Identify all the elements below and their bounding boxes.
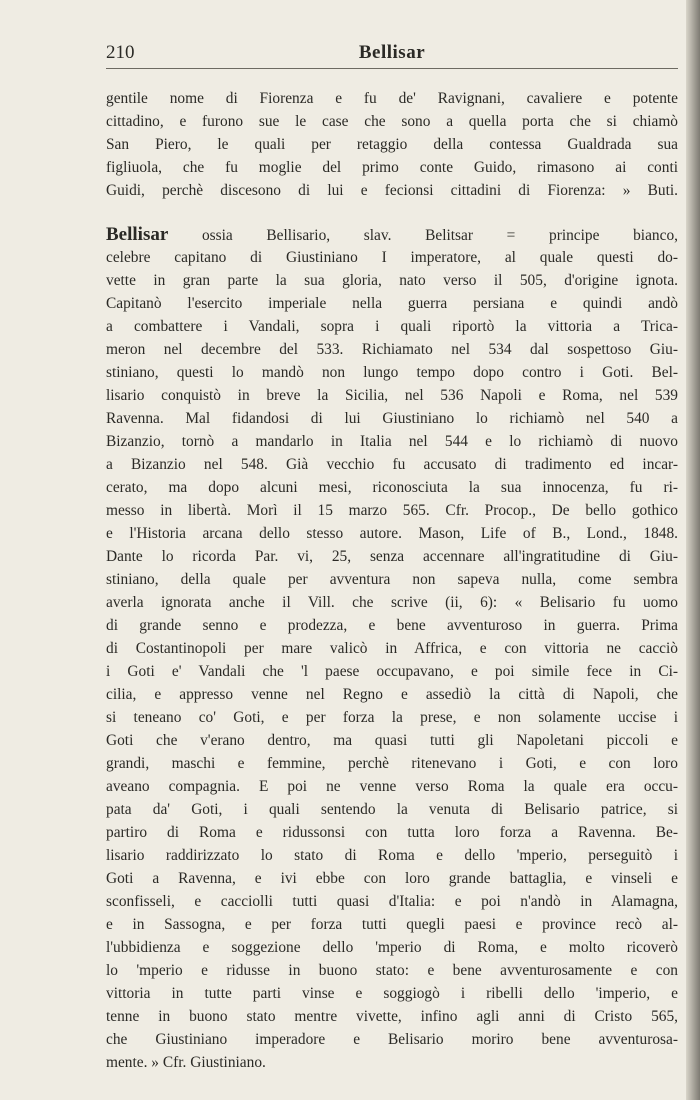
text-line: averla ignorata anche il Vill. che scrive (ii, 6): « Belisario fu uomo: [106, 594, 678, 611]
text-line: cittadino, e furono sue le case che sono a quella porta che si chiamò: [106, 113, 678, 130]
text-line: San Piero, le quali per retaggio della contessa Gualdrada sua: [106, 136, 678, 153]
entry-first-line-text: ossia Bellisario, slav. Belitsar = principe bianco,: [168, 227, 678, 244]
entry-first-line: [106, 223, 678, 246]
text-line: a combattere i Vandali, sopra i quali riportò la vittoria a Trica-: [106, 318, 678, 335]
text-line: Guidi, perchè discesono di lui e fecionsi cittadini di Fiorenza: » Buti.: [106, 182, 678, 199]
text-line: grandi, maschi e femmine, perchè ritenevano i Goti, e con loro: [106, 755, 678, 772]
text-line: Bizanzio, tornò a mandarlo in Italia nel 544 e lo richiamò di nuovo: [106, 433, 678, 450]
text-line: cilia, e appresso venne nel Regno e assediò la città di Napoli, che: [106, 686, 678, 703]
text-line: figliuola, che fu moglie del primo conte Guido, rimasono ai conti: [106, 159, 678, 176]
text-line: che Giustiniano imperadore e Belisario moriro bene avventurosa-: [106, 1031, 678, 1048]
text-line: tenne in buono stato mentre vivette, infino agli anni di Cristo 565,: [106, 1008, 678, 1025]
text-line: vette in gran parte la sua gloria, nato verso il 505, d'origine ignota.: [106, 272, 678, 289]
text-line: celebre capitano di Giustiniano I imperatore, al quale questi do-: [106, 249, 678, 266]
text-line: lo 'mperio e ridusse in buono stato: e bene avventurosamente e con: [106, 962, 678, 979]
continuation-paragraph: [106, 87, 678, 202]
text-line: pata da' Goti, i quali sentendo la venuta di Belisario patrice, si: [106, 801, 678, 818]
text-line: cerato, ma dopo alcuni mesi, riconosciuta la sua innocenza, fu ri-: [106, 479, 678, 496]
text-line: vittoria in tutte parti vinse e soggiogò i ribelli dello 'imperio, e: [106, 985, 678, 1002]
entry-headword: Bellisar: [106, 224, 169, 245]
page-edge-shadow: [686, 0, 700, 1100]
text-line: stiniano, questi lo mandò non lungo tempo dopo contro i Goti. Bel-: [106, 364, 678, 381]
text-line: Dante lo ricorda Par. vi, 25, senza accennare all'ingratitudine di Giu-: [106, 548, 678, 565]
text-line: e in Sassogna, e per forza tutti quegli paesi e province recò al-: [106, 916, 678, 933]
text-line: Ravenna. Mal fidandosi di lui Giustiniano lo richiamò nel 540 a: [106, 410, 678, 427]
text-line: e l'Historia arcana dello stesso autore. Mason, Life of B., Lond., 1848.: [106, 525, 678, 542]
page-header: [106, 38, 678, 69]
entry-paragraph: [106, 223, 678, 1074]
text-line: Goti a Ravenna, e ivi ebbe con loro grande battaglia, e vinseli e: [106, 870, 678, 887]
text-line: Goti che v'erano dentro, ma quasi tutti gli Napoletani piccoli e: [106, 732, 678, 749]
text-line: mente. » Cfr. Giustiniano.: [106, 1054, 266, 1071]
text-line: si teneano co' Goti, e per forza la prese, e non solamente uccise i: [106, 709, 678, 726]
text-line: a Bizanzio nel 548. Già vecchio fu accusato di tradimento ed incar-: [106, 456, 678, 473]
text-line: di Costantinopoli per mare valicò in Affrica, e con vittoria ne cacciò: [106, 640, 678, 657]
page-number: 210: [106, 42, 135, 63]
text-line: messo in libertà. Morì il 15 marzo 565. Cfr. Procop., De bello gothico: [106, 502, 678, 519]
text-line: sconfisseli, e cacciolli tutti quasi d'Italia: e poi n'andò in Alamagna,: [106, 893, 678, 910]
text-line: Capitanò l'esercito imperiale nella guerra persiana e quindi andò: [106, 295, 678, 312]
text-line: di grande senno e prodezza, e bene avventuroso in guerra. Prima: [106, 617, 678, 634]
text-line: l'ubbidienza e soggezione dello 'mperio di Roma, e molto ricoverò: [106, 939, 678, 956]
text-line: aveano compagnia. E poi ne venne verso Roma la quale era occu-: [106, 778, 678, 795]
text-line: lisario raddirizzato lo stato di Roma e dello 'mperio, perseguitò i: [106, 847, 678, 864]
text-line: meron nel decembre del 533. Richiamato nel 534 dal sospettoso Giu-: [106, 341, 678, 358]
text-line: stiniano, della quale per avventura non sapeva nulla, come sembra: [106, 571, 678, 588]
text-line: partiro di Roma e ridussonsi con tutta loro forza a Ravenna. Be-: [106, 824, 678, 841]
running-head: Bellisar: [358, 42, 426, 63]
text-line: lisario conquistò in breve la Sicilia, nel 536 Napoli e Roma, nel 539: [106, 387, 678, 404]
text-line: i Goti e' Vandali che 'l paese occupavano, e poi simile fece in Ci-: [106, 663, 678, 680]
text-line: gentile nome di Fiorenza e fu de' Ravignani, cavaliere e potente: [106, 90, 678, 107]
